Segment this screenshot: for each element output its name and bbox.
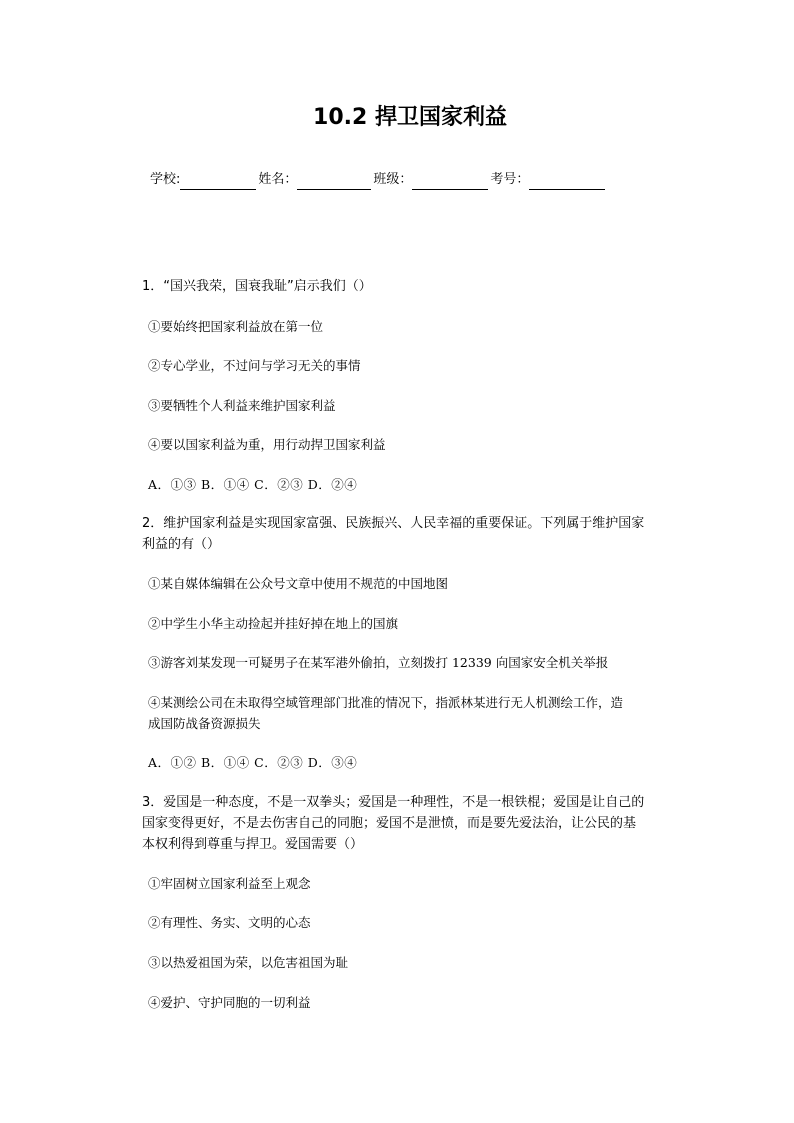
question-2-stem-line-1: 2．维护国家利益是实现国家富强、民族振兴、人民幸福的重要保证。下列属于维护国家 [142, 516, 645, 531]
exam-no-label: 考号： [490, 172, 530, 187]
question-1-stem: 1．“国兴我荣，国衰我耻”启示我们（） [142, 279, 372, 294]
question-2-item-3: ③游客刘某发现一可疑男子在某军港外偷拍，立刻拨打 12339 向国家安全机关举报 [148, 655, 609, 670]
class-blank[interactable] [412, 175, 488, 190]
question-1-item-3: ③要牺牲个人利益来维护国家利益 [148, 398, 336, 413]
question-2-item-1: ①某自媒体编辑在公众号文章中使用不规范的中国地图 [148, 576, 449, 591]
question-2-choices: A．①② B．①④ C．②③ D．③④ [148, 755, 358, 770]
question-3-stem-line-3: 本权利得到尊重与捍卫。爱国需要（） [142, 837, 364, 852]
student-info-line [150, 170, 607, 190]
question-2-item-2: ②中学生小华主动捡起并挂好掉在地上的国旗 [148, 616, 399, 631]
question-3-item-3: ③以热爱祖国为荣，以危害祖国为耻 [148, 955, 349, 970]
question-2-item-4-line-1: ④某测绘公司在未取得空域管理部门批准的情况下，指派林某进行无人机测绘工作，造 [148, 695, 624, 710]
question-2-item-4-line-2: 成国防战备资源损失 [148, 716, 261, 731]
question-3-item-2: ②有理性、务实、文明的心态 [148, 915, 311, 930]
document-title: 10.2 捍卫国家利益 [313, 105, 507, 130]
question-3-item-4: ④爱护、守护同胞的一切利益 [148, 995, 311, 1010]
question-3-stem-line-2: 国家变得更好，不是去伤害自己的同胞；爱国不是泄愤，而是要先爱法治，让公民的基 [142, 816, 637, 831]
exam-no-blank[interactable] [529, 175, 605, 190]
name-label: 姓名： [258, 172, 298, 187]
class-label: 班级： [373, 172, 413, 187]
question-1-item-4: ④要以国家利益为重，用行动捍卫国家利益 [148, 437, 386, 452]
question-1-item-1: ①要始终把国家利益放在第一位 [148, 319, 324, 334]
question-3-stem-line-1: 3．爱国是一种态度，不是一双拳头；爱国是一种理性，不是一根铁棍；爱国是让自己的 [142, 795, 645, 810]
question-3-item-1: ①牢固树立国家利益至上观念 [148, 876, 311, 891]
school-blank[interactable] [180, 175, 256, 190]
name-blank[interactable] [297, 175, 371, 190]
question-1-item-2: ②专心学业，不过问与学习无关的事情 [148, 358, 361, 373]
school-label: 学校: [150, 172, 181, 187]
question-1-choices: A．①③ B．①④ C．②③ D．②④ [148, 477, 358, 492]
question-2-stem-line-2: 利益的有（） [142, 537, 221, 552]
